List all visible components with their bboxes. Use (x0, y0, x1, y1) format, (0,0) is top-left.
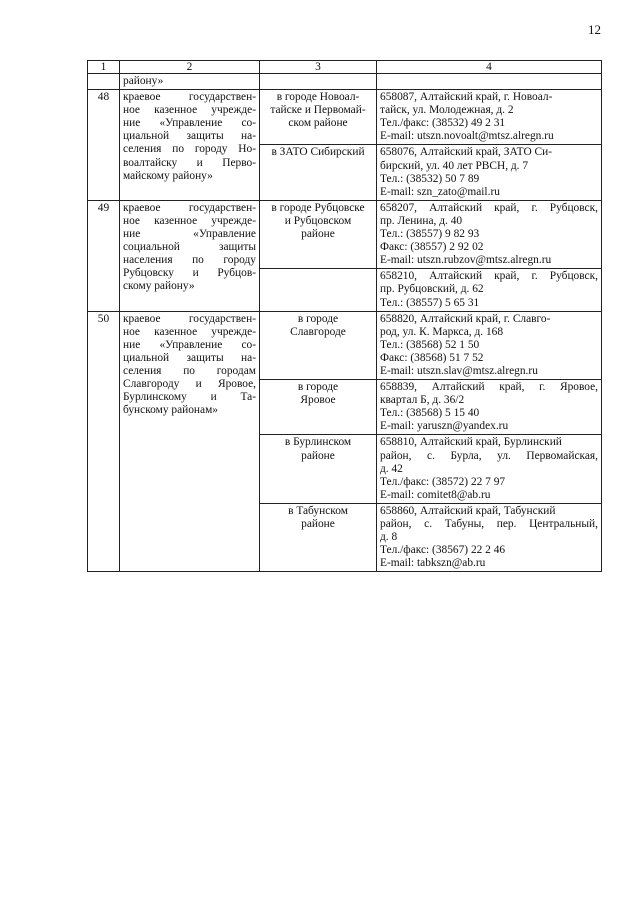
contact-line: Факс: (38568) 51 7 52 (380, 351, 484, 364)
text-line: Славгороду и Яровое, (123, 378, 256, 391)
column-header-4: 4 (377, 61, 602, 74)
organization-cell (120, 311, 260, 572)
text-line: в городе Новоал- (276, 91, 360, 104)
contact-cell (377, 269, 602, 311)
contact-line: 658860, Алтайский край, Табунский (380, 504, 556, 517)
organization-cell (120, 90, 260, 201)
text-line: и Рубцовском (284, 214, 352, 227)
text-line: селения по городам (123, 364, 256, 377)
column-header-1: 1 (88, 61, 120, 74)
column-header-3: 3 (260, 61, 377, 74)
area-cell (260, 269, 377, 311)
text-line: воалтайску и Перво- (123, 156, 256, 169)
contact-line: тайск, ул. Молодежная, д. 2 (380, 104, 514, 117)
contact-cell (377, 90, 602, 145)
text-line: скому району» (123, 280, 195, 293)
column-header-2: 2 (120, 61, 260, 74)
text-line: ное казенное учрежде- (123, 325, 256, 338)
contact-line: Тел./факс: (38532) 49 2 31 (380, 117, 506, 130)
contact-line: 658820, Алтайский край, г. Славго- (380, 312, 551, 325)
table-row (88, 200, 602, 268)
contact-line: бирский, ул. 40 лет РВСН, д. 7 (380, 159, 529, 172)
text-line: краевое государствен- (123, 201, 256, 214)
contact-line: район, с. Бурла, ул. Первомайская, (380, 449, 598, 462)
area-cell (260, 145, 377, 200)
contact-line: 658839, Алтайский край, г. Яровое, (380, 381, 598, 394)
contact-line: 658210, Алтайский край, г. Рубцовск, (380, 270, 598, 283)
continuation-org-cell (120, 74, 260, 90)
contact-line: район, с. Табуны, пер. Центральный, (380, 518, 598, 530)
text-line: тайске и Первомай- (270, 104, 366, 117)
contact-line: Факс: (38557) 2 92 02 (380, 241, 484, 254)
area-cell (260, 90, 377, 145)
table-row (88, 311, 602, 379)
contact-line: 658087, Алтайский край, г. Новоал- (380, 91, 553, 104)
contact-line: Тел.: (38557) 9 82 93 (380, 228, 480, 241)
contact-cell (377, 503, 602, 571)
contact-line: пр. Рубцовский, д. 62 (380, 283, 484, 296)
contact-line: Тел./факс: (38572) 22 7 97 (380, 475, 506, 488)
text-line: ние «Управление со- (123, 338, 256, 351)
text-line: районе (301, 518, 335, 530)
contact-line: E-mail: tabkszn@ab.ru (380, 557, 486, 570)
text-line: краевое государствен- (123, 91, 256, 104)
continuation-number-cell (88, 74, 120, 90)
contact-line: Тел.: (38568) 5 15 40 (380, 407, 480, 420)
text-line: в городе (297, 381, 339, 394)
row-number-cell: 49 (88, 200, 120, 311)
area-cell (260, 311, 377, 379)
contact-line: д. 42 (380, 462, 403, 475)
text-line: бунскому районам» (123, 404, 218, 417)
row-number-cell: 50 (88, 311, 120, 572)
contact-line: пр. Ленина, д. 40 (380, 214, 463, 227)
organization-cell (120, 200, 260, 311)
text-line: Рубцовску и Рубцов- (123, 267, 256, 280)
text-line: в городе (297, 312, 339, 325)
area-cell (260, 380, 377, 435)
contact-line: 658207, Алтайский край, г. Рубцовск, (380, 201, 598, 214)
text-line: циальной защиты на- (123, 130, 256, 143)
text-line: ние «Управление со- (123, 117, 256, 130)
contact-line: E-mail: szn_zato@mail.ru (380, 185, 500, 198)
contact-line: 658810, Алтайский край, Бурлинский (380, 436, 562, 449)
contact-line: Тел.: (38557) 5 65 31 (380, 296, 480, 309)
table-header-row (88, 61, 602, 74)
contact-line: квартал Б, д. 36/2 (380, 394, 465, 407)
text-line: в городе Рубцовске (271, 201, 365, 214)
contact-line: E-mail: comitet8@ab.ru (380, 488, 491, 501)
continuation-org-text: району» (123, 75, 164, 87)
contact-line: Тел./факс: (38567) 22 2 46 (380, 544, 506, 557)
text-line: социальной защиты (123, 241, 256, 254)
text-line: ное казенное учрежде- (123, 104, 256, 117)
continuation-area-cell (260, 74, 377, 90)
text-line: в Табунском (288, 504, 348, 517)
contact-cell (377, 145, 602, 200)
text-line: в Бурлинском (284, 436, 352, 449)
text-line: ском районе (288, 117, 348, 130)
area-cell (260, 200, 377, 268)
text-line: в ЗАТО Сибирский (271, 146, 365, 159)
contact-line: род, ул. К. Маркса, д. 168 (380, 325, 504, 338)
contact-line: E-mail: utszn.rubzov@mtsz.alregn.ru (380, 254, 552, 267)
contact-line: E-mail: utszn.slav@mtsz.alregn.ru (380, 364, 538, 377)
continuation-row (88, 74, 602, 90)
area-cell (260, 435, 377, 503)
contact-cell (377, 311, 602, 379)
contact-cell (377, 435, 602, 503)
contact-line: Тел.: (38568) 52 1 50 (380, 338, 480, 351)
contact-cell (377, 380, 602, 435)
text-line: циальной защиты на- (123, 351, 256, 364)
contact-line: Тел.: (38532) 50 7 89 (380, 172, 480, 185)
text-line: районе (301, 228, 335, 241)
contact-cell (377, 200, 602, 268)
text-line: Яровое (300, 394, 336, 407)
contact-line: 658076, Алтайский край, ЗАТО Си- (380, 146, 553, 159)
text-line: майскому району» (123, 169, 213, 182)
text-line: Славгороде (290, 325, 346, 338)
page-number: 12 (588, 22, 601, 37)
area-cell (260, 503, 377, 571)
text-line: районе (301, 449, 335, 462)
institutions-table (87, 60, 602, 572)
text-line: населения по городу (123, 254, 256, 267)
text-line: ние «Управление (123, 228, 256, 241)
text-line: селения по городу Но- (123, 143, 256, 156)
continuation-contact-cell (377, 74, 602, 90)
contact-line: E-mail: yaruszn@yandex.ru (380, 420, 509, 433)
row-number-cell: 48 (88, 90, 120, 201)
contact-line: д. 8 (380, 531, 398, 544)
text-line: ное казенное учрежде- (123, 214, 256, 227)
table-row (88, 90, 602, 145)
text-line: краевое государствен- (123, 312, 256, 325)
contact-line: E-mail: utszn.novoalt@mtsz.alregn.ru (380, 130, 554, 143)
text-line: Бурлинскому и Та- (123, 391, 256, 404)
